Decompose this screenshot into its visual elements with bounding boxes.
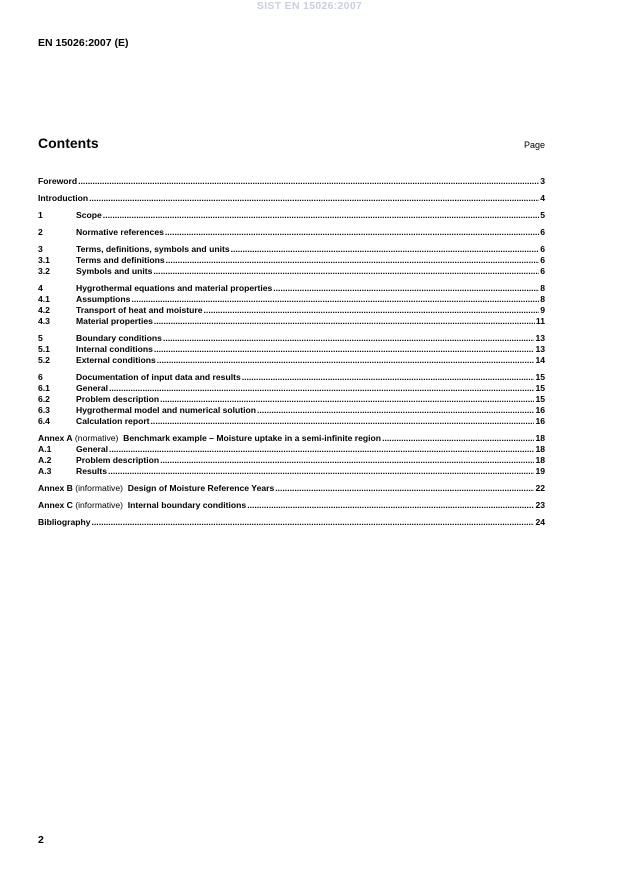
toc-entry-material-properties[interactable]: 4.3 Material properties ..... 11 — [38, 316, 545, 327]
toc-entry-annex-a-general[interactable]: A.1 General ..... 18 — [38, 444, 545, 455]
toc-entry-scope[interactable]: 1 Scope ..... 5 — [38, 210, 545, 221]
toc-entry-annex-c[interactable]: Annex C (informative) Internal boundary conditions ..... 23 — [38, 500, 545, 511]
toc-entry-problem-description[interactable]: 6.2 Problem description ..... 15 — [38, 394, 545, 405]
toc-entry-annex-a-results[interactable]: A.3 Results ..... 19 — [38, 466, 545, 477]
toc-entry-terms-and-definitions[interactable]: 3.1 Terms and definitions ..... 6 — [38, 255, 545, 266]
toc-entry-internal-conditions[interactable]: 5.1 Internal conditions ..... 13 — [38, 344, 545, 355]
toc-entry-calculation-report[interactable]: 6.4 Calculation report ..... 16 — [38, 416, 545, 427]
toc-entry-introduction[interactable]: Introduction ..... 4 — [38, 193, 545, 204]
toc-entry-annex-a-problem-description[interactable]: A.2 Problem description ..... 18 — [38, 455, 545, 466]
toc-entry-foreword[interactable]: Foreword ..... 3 — [38, 176, 545, 187]
page-column-label: Page — [523, 140, 545, 150]
toc-entry-annex-b[interactable]: Annex B (informative) Design of Moisture Reference Years ..... 22 — [38, 483, 545, 494]
toc-entry-hygrothermal-equations[interactable]: 4 Hygrothermal equations and material properties ..... 8 — [38, 283, 545, 294]
toc-entry-terms-definitions-symbols-units[interactable]: 3 Terms, definitions, symbols and units ..... 6 — [38, 244, 545, 255]
contents-heading: Contents — [38, 135, 99, 151]
toc-entry-assumptions[interactable]: 4.1 Assumptions ..... 8 — [38, 294, 545, 305]
toc-entry-general[interactable]: 6.1 General ..... 15 — [38, 383, 545, 394]
toc-entry-hygrothermal-model[interactable]: 6.3 Hygrothermal model and numerical solution ..... 16 — [38, 405, 545, 416]
watermark: SIST EN 15026:2007 — [256, 0, 363, 12]
toc-entry-boundary-conditions[interactable]: 5 Boundary conditions ..... 13 — [38, 333, 545, 344]
toc-entry-annex-a[interactable]: Annex A (normative) Benchmark example – Moisture uptake in a semi-infinite region ..... 18 — [38, 433, 545, 444]
toc-entry-bibliography[interactable]: Bibliography ..... 24 — [38, 517, 545, 528]
page-number: 2 — [38, 834, 44, 846]
table-of-contents — [38, 176, 545, 534]
document-id: EN 15026:2007 (E) — [38, 37, 129, 49]
toc-entry-transport-heat-moisture[interactable]: 4.2 Transport of heat and moisture ..... 9 — [38, 305, 545, 316]
toc-entry-external-conditions[interactable]: 5.2 External conditions ..... 14 — [38, 355, 545, 366]
toc-entry-documentation[interactable]: 6 Documentation of input data and results ..... 15 — [38, 372, 545, 383]
toc-entry-symbols-and-units[interactable]: 3.2 Symbols and units ..... 6 — [38, 266, 545, 277]
toc-entry-normative-references[interactable]: 2 Normative references ..... 6 — [38, 227, 545, 238]
